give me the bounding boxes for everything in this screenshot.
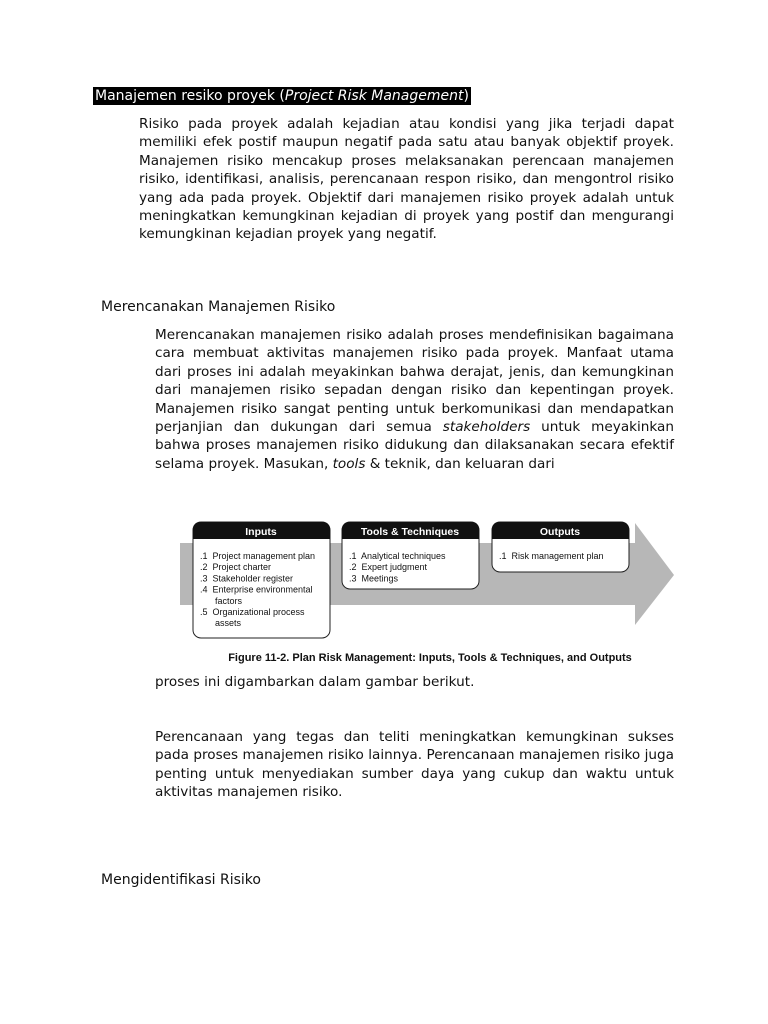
inputs-header: Inputs: [245, 526, 277, 538]
tools-list-item: .1 Analytical techniques: [349, 551, 446, 561]
plan-risk-figure: [180, 517, 680, 669]
figure-caption: Figure 11-2. Plan Risk Management: Inputs, Tools & Techniques, and Outputs: [228, 652, 632, 664]
document-title: Manajemen resiko proyek (Project Risk Management): [95, 88, 469, 104]
outputs-list-item: .1 Risk management plan: [499, 551, 604, 561]
planning-importance-paragraph: Perencanaan yang tegas dan teliti meningkatkan kemungkinan sukses pada proses manajemen risiko lainnya. Perencanaan manajemen risiko juga penting untuk menyediakan sumber daya yang cukup dan waktu untuk aktivitas manajemen risiko.: [155, 729, 674, 801]
inputs-list-item: .5 Organizational process: [200, 607, 305, 617]
intro-paragraph: Risiko pada proyek adalah kejadian atau kondisi yang jika terjadi dapat memiliki efek postif maupun negatif pada satu atau banyak objektif proyek. Manajemen risiko mencakup proses melaksanakan perencaan manajemen risiko, identifikasi, analisis, perencanaan respon risiko, dan mengontrol risiko yang ada pada proyek. Objektif dari manajemen risiko proyek adalah untuk meningkatkan kemungkinan kejadian di proyek yang postif dan mengurangi kemungkinan kejadian proyek yang negatif.: [139, 116, 674, 243]
inputs-list-item: .2 Project charter: [200, 562, 272, 573]
inputs-list-item: factors: [200, 595, 243, 606]
inputs-list-item: assets: [200, 618, 242, 629]
inputs-list-item: .3 Stakeholder register: [200, 573, 294, 584]
tools-list-item: .2 Expert judgment: [349, 562, 428, 573]
outputs-header: Outputs: [539, 526, 581, 538]
section-heading-identify-risk: Mengidentifikasi Risiko: [101, 872, 261, 888]
plan-risk-paragraph: Merencanakan manajemen risiko adalah proses mendefinisikan bagaimana cara membuat aktivitas manajemen risiko pada proyek. Manfaat utama dari proses ini adalah meyakinkan bahwa derajat, jenis, dan kemungkinan dari manajemen risiko sepadan dengan risiko dan kepentingan proyek. Manajemen risiko sangat penting untuk berkomunikasi dan mendapatkan perjanjian dan dukungan dari semua stakeholders untuk meyakinkan bahwa proses manajemen risiko didukung dan dilaksanakan secara efektif selama proyek. Masukan, tools & teknik, dan keluaran dari: [155, 327, 675, 472]
section-heading-plan-risk: Merencanakan Manajemen Risiko: [101, 299, 336, 315]
inputs-list-item: .4 Enterprise environmental: [200, 584, 313, 595]
tools-list-item: .3 Meetings: [349, 573, 399, 584]
inputs-list-item: .1 Project management plan: [200, 551, 316, 561]
outputs-list: [499, 551, 604, 561]
tools-header: Tools & Techniques: [360, 526, 460, 538]
figure-continuation-text: proses ini digambarkan dalam gambar berikut.: [155, 674, 475, 690]
